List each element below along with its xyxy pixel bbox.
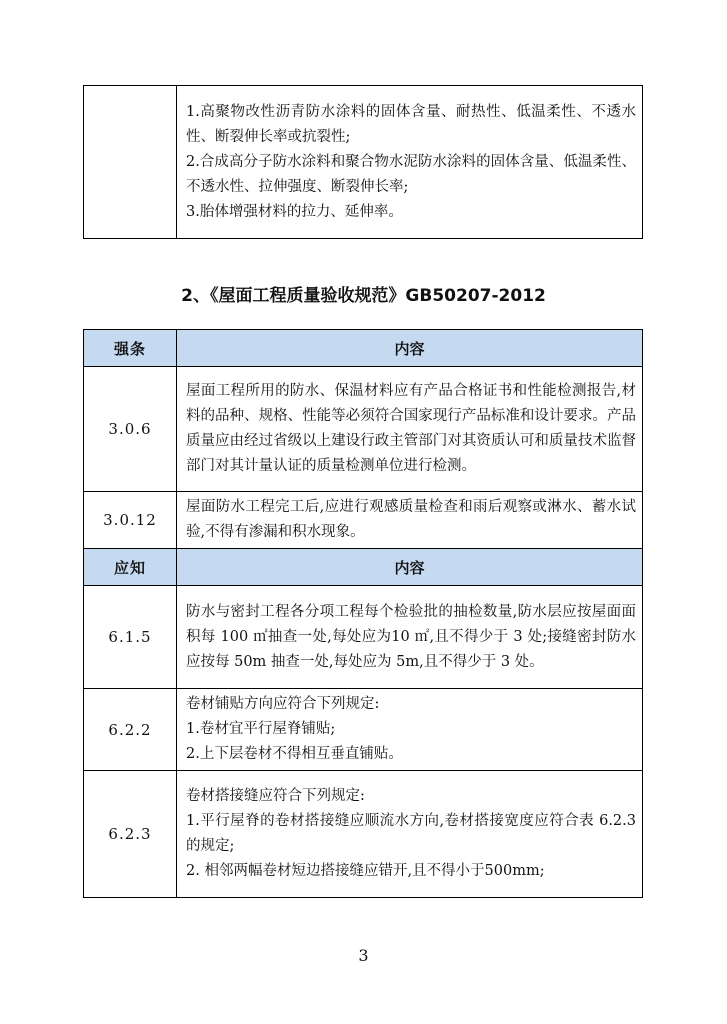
table-header-should-know (84, 549, 643, 586)
content-cell (177, 86, 643, 239)
clause-content (177, 689, 643, 771)
clause-line: 防水与密封工程各分项工程每个检验批的抽检数量,防水层应按屋面面积每 100 ㎡抽查一处,每处应为10 ㎡,且不得少于 3 处;接缝密封防水应按每 50m 抽查一处,每处应为 5m,且不得少于 3 处。 (186, 603, 636, 670)
clause-code: 3.0.6 (84, 367, 177, 492)
header-content: 内容 (177, 549, 643, 586)
table-row (84, 771, 643, 898)
code-cell (84, 86, 177, 239)
clause-line: 1.卷材宜平行屋脊铺贴; (186, 721, 336, 737)
clause-code: 3.0.12 (84, 492, 177, 549)
table-row (84, 689, 643, 771)
table-row (84, 367, 643, 492)
list-item: 1.高聚物改性沥青防水涂料的固体含量、耐热性、低温柔性、不透水性、断裂伸长率或抗裂性; (186, 103, 636, 145)
list-item: 2.合成高分子防水涂料和聚合物水泥防水涂料的固体含量、低温柔性、不透水性、拉伸强度、断裂伸长率; (186, 153, 636, 195)
section-title: 2、《屋面工程质量验收规范》GB50207-2012 (181, 286, 546, 306)
clause-line: 卷材铺贴方向应符合下列规定: (186, 696, 380, 712)
table-header-mandatory (84, 330, 643, 367)
page-number: 3 (358, 946, 369, 965)
clause-code: 6.1.5 (84, 586, 177, 689)
clause-line: 2.上下层卷材不得相互垂直铺贴。 (186, 746, 403, 762)
clause-line: 卷材搭接缝应符合下列规定: (186, 788, 365, 804)
clause-code: 6.2.3 (84, 771, 177, 898)
header-content: 内容 (177, 330, 643, 367)
table-row (84, 492, 643, 549)
list-item: 3.胎体增强材料的拉力、延伸率。 (186, 203, 403, 220)
clause-content: 屋面工程所用的防水、保温材料应有产品合格证书和性能检测报告,材料的品种、规格、性能等必须符合国家现行产品标准和设计要求。产品质量应由经过省级以上建设行政主管部门对其资质认可和质量技术监督部门对其计量认证的质量检测单位进行检测。 (177, 367, 643, 492)
clause-line: 1.平行屋脊的卷材搭接缝应顺流水方向,卷材搭接宽度应符合表 6.2.3 的规定; (186, 813, 636, 854)
clause-code: 6.2.2 (84, 689, 177, 771)
clause-content (177, 586, 643, 689)
clause-line: 2. 相邻两幅卷材短边搭接缝应错开,且不得小于500mm; (186, 863, 545, 879)
table-row (84, 86, 643, 239)
standard-table (83, 329, 643, 898)
header-code: 应知 (84, 549, 177, 586)
clause-content: 屋面防水工程完工后,应进行观感质量检查和雨后观察或淋水、蓄水试验,不得有渗漏和积水现象。 (177, 492, 643, 549)
table-row (84, 586, 643, 689)
header-code: 强条 (84, 330, 177, 367)
clause-content (177, 771, 643, 898)
continued-table (83, 85, 643, 239)
